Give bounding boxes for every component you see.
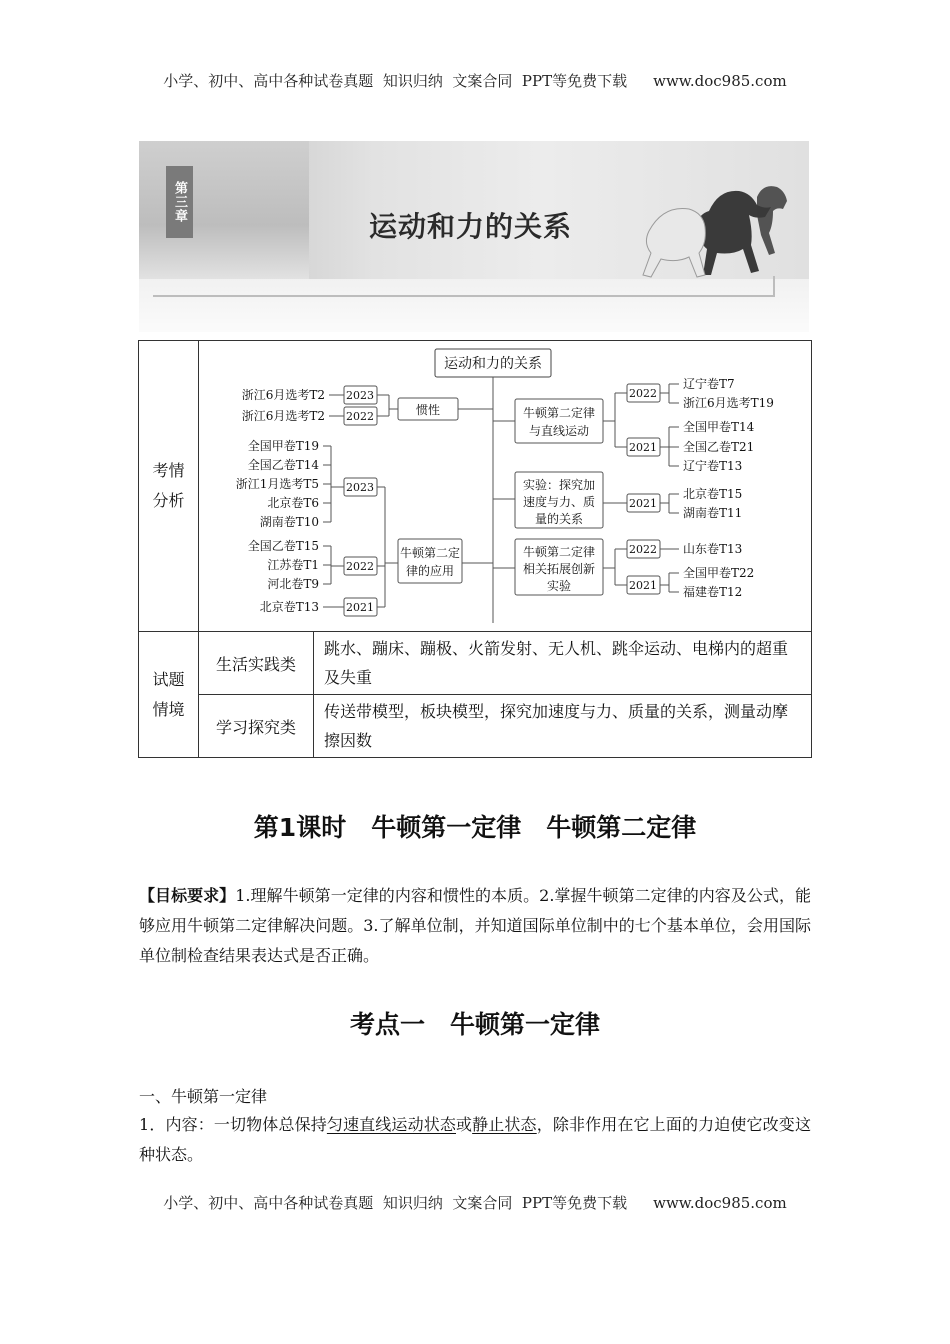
scenario-content: 跳水、蹦床、蹦极、火箭发射、无人机、跳伞运动、电梯内的超重及失重	[314, 632, 812, 695]
mindmap-source: 北京卷T15	[683, 487, 743, 501]
subsection-heading: 一、牛顿第一定律	[139, 1087, 268, 1106]
scenario-content: 传送带模型，板块模型，探究加速度与力、质量的关系，测量动摩擦因数	[314, 695, 812, 758]
mindmap-node-label: 牛顿第二定律	[522, 545, 596, 559]
chapter-banner	[139, 141, 809, 332]
mindmap-node-label: 实验：探究加	[522, 478, 596, 492]
banner-rule	[153, 295, 773, 297]
mindmap-year: 2021	[629, 579, 657, 592]
mindmap-year: 2022	[346, 410, 374, 423]
mindmap-source: 北京卷T13	[259, 600, 319, 614]
chapter-title: 运动和力的关系	[369, 210, 573, 243]
mindmap-source: 湖南卷T11	[683, 506, 743, 520]
mindmap-year: 2021	[346, 601, 374, 614]
snow-tree-background	[139, 141, 309, 281]
mindmap-source: 辽宁卷T13	[683, 459, 743, 473]
mindmap-application-label: 牛顿第二定	[399, 546, 461, 560]
analysis-label-2: 分析	[152, 491, 185, 510]
mindmap-source: 北京卷T6	[267, 496, 319, 510]
mindmap-node-label: 相关拓展创新	[522, 562, 596, 576]
scenario-row-study	[139, 695, 812, 758]
scenario-label-cell	[139, 632, 199, 758]
mindmap-source: 浙江1月选考T5	[235, 477, 319, 491]
analysis-label-1: 考情	[152, 461, 185, 480]
mindmap-year: 2022	[629, 543, 657, 556]
mindmap-source: 江苏卷T1	[267, 558, 319, 572]
mindmap-node-label: 速度与力、质	[522, 495, 596, 509]
footer-url[interactable]: www.doc985.com	[653, 1194, 787, 1212]
page-footer	[0, 1192, 950, 1213]
mindmap-source: 浙江6月选考T2	[241, 388, 325, 402]
mindmap-year: 2022	[346, 560, 374, 573]
section-title: 考点一 牛顿第一定律	[349, 1010, 600, 1039]
scenario-category: 生活实践类	[199, 632, 314, 695]
mindmap-year: 2021	[629, 497, 657, 510]
mindmap-application-label: 律的应用	[405, 564, 455, 578]
objectives-paragraph	[139, 881, 811, 971]
analysis-row	[139, 341, 812, 632]
mindmap-root-label: 运动和力的关系	[444, 356, 542, 372]
lesson-title: 第1课时 牛顿第一定律 牛顿第二定律	[253, 813, 697, 842]
mindmap-node-label: 与直线运动	[528, 424, 590, 438]
objectives-label: 【目标要求】	[139, 886, 236, 905]
mindmap-source: 河北卷T9	[267, 577, 319, 591]
chapter-tab: 第三章	[166, 166, 193, 238]
mindmap-source: 全国乙卷T21	[683, 440, 755, 454]
mindmap-source: 浙江6月选考T2	[241, 409, 325, 423]
footer-text: 小学、初中、高中各种试卷真题 知识归纳 文案合同 PPT等免费下载	[163, 1194, 628, 1212]
mindmap-year: 2022	[629, 387, 657, 400]
scenario-category: 学习探究类	[199, 695, 314, 758]
mindmap-source: 辽宁卷T7	[683, 377, 735, 391]
blank-answer-1: 匀速直线运动状态	[326, 1115, 456, 1134]
objectives-text: 1.理解牛顿第一定律的内容和惯性的本质。2.掌握牛顿第二定律的内容及公式，能够应用牛顿第二定律解决问题。3.了解单位制，并知道国际单位制中的七个基本单位，会用国际单位制检查结果表达式是否正确。	[139, 886, 811, 965]
mindmap-source: 全国乙卷T15	[247, 539, 319, 553]
mindmap-source: 全国甲卷T14	[683, 420, 755, 434]
content-prefix: 1．内容：一切物体总保持	[139, 1115, 327, 1134]
mindmap-year: 2023	[346, 389, 374, 402]
scenario-label-1: 试题	[152, 669, 185, 689]
mindmap-source: 全国甲卷T22	[683, 566, 755, 580]
mindmap-inertia-label: 惯性	[415, 403, 441, 417]
analysis-label-cell	[139, 341, 199, 632]
mindmap-source: 山东卷T13	[683, 542, 743, 556]
header-text: 小学、初中、高中各种试卷真题 知识归纳 文案合同 PPT等免费下载	[163, 72, 628, 90]
content-suffix: ，除非作用在它上面的力迫使它改变这种状态。	[139, 1115, 811, 1164]
mindmap-source: 福建卷T12	[683, 585, 743, 599]
horses-illustration	[589, 171, 809, 291]
mindmap-diagram	[199, 341, 811, 631]
mindmap-cell	[199, 341, 812, 632]
blank-answer-2: 静止状态	[472, 1115, 537, 1134]
content-mid: 或	[456, 1115, 473, 1134]
scenario-row-life	[139, 632, 812, 695]
mindmap-node-label: 牛顿第二定律	[522, 406, 596, 420]
scenario-label-2: 情境	[152, 699, 185, 719]
mindmap-node-label: 实验	[546, 579, 572, 593]
mindmap-source: 湖南卷T10	[259, 515, 319, 529]
mindmap-year: 2021	[629, 441, 657, 454]
exam-analysis-table	[138, 340, 812, 758]
mindmap-source: 全国甲卷T19	[247, 439, 319, 453]
mindmap-year: 2023	[346, 481, 374, 494]
mindmap-source: 全国乙卷T14	[247, 458, 319, 472]
mindmap-source: 浙江6月选考T19	[683, 396, 774, 410]
content-paragraph	[139, 1110, 811, 1170]
page-header	[0, 70, 950, 91]
header-url[interactable]: www.doc985.com	[653, 72, 787, 90]
mindmap-node-label: 量的关系	[534, 512, 584, 526]
